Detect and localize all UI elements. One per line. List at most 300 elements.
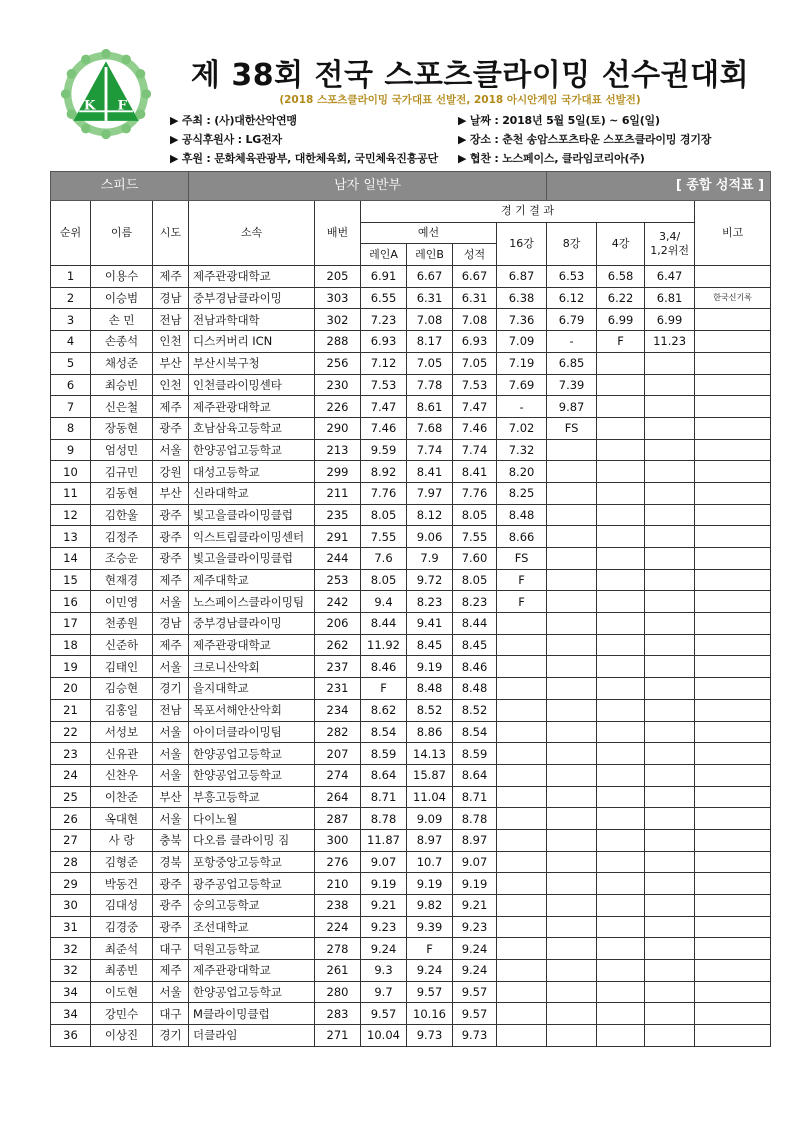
name-cell: 김규민 xyxy=(91,461,153,483)
remarks-cell xyxy=(695,786,771,808)
lane-a-cell: 8.44 xyxy=(361,613,407,635)
record-cell: 8.54 xyxy=(453,721,497,743)
r8-cell xyxy=(547,613,597,635)
r8-cell xyxy=(547,678,597,700)
lane-b-cell: 9.73 xyxy=(407,1025,453,1047)
r4-cell xyxy=(597,721,645,743)
r4-cell xyxy=(597,699,645,721)
final-cell: 6.99 xyxy=(645,309,695,331)
bib-cell: 226 xyxy=(315,396,361,418)
region-cell: 경기 xyxy=(153,1025,189,1047)
r16-cell xyxy=(497,829,547,851)
info-venue: ▶ 장소 : 춘천 송암스포츠타운 스포츠클라이밍 경기장 xyxy=(458,133,712,146)
region-cell: 전남 xyxy=(153,309,189,331)
r16-cell: 7.36 xyxy=(497,309,547,331)
bib-cell: 231 xyxy=(315,678,361,700)
r4-cell xyxy=(597,591,645,613)
bib-cell: 256 xyxy=(315,352,361,374)
record-cell: 8.23 xyxy=(453,591,497,613)
rank-cell: 7 xyxy=(51,396,91,418)
name-cell: 김대성 xyxy=(91,895,153,917)
table-row xyxy=(51,526,771,548)
final-cell xyxy=(645,829,695,851)
lane-b-cell: 8.45 xyxy=(407,634,453,656)
name-cell: 사 랑 xyxy=(91,829,153,851)
rank-cell: 4 xyxy=(51,331,91,353)
table-row xyxy=(51,851,771,873)
bib-cell: 276 xyxy=(315,851,361,873)
final-cell xyxy=(645,417,695,439)
col-region: 시도 xyxy=(153,201,189,266)
r4-cell xyxy=(597,439,645,461)
r4-cell xyxy=(597,1003,645,1025)
final-cell xyxy=(645,1025,695,1047)
final-cell xyxy=(645,808,695,830)
logo-letter-f: F xyxy=(117,97,128,114)
record-cell: 8.05 xyxy=(453,569,497,591)
r8-cell xyxy=(547,786,597,808)
table-row xyxy=(51,482,771,504)
rank-cell: 14 xyxy=(51,548,91,570)
record-cell: 7.76 xyxy=(453,482,497,504)
lane-b-cell: 11.04 xyxy=(407,786,453,808)
lane-a-cell: 8.64 xyxy=(361,764,407,786)
remarks-cell xyxy=(695,461,771,483)
name-cell: 박동건 xyxy=(91,873,153,895)
lane-a-cell: 11.87 xyxy=(361,829,407,851)
header-row-1 xyxy=(51,201,771,223)
r8-cell: 6.53 xyxy=(547,266,597,288)
lane-b-cell: 9.06 xyxy=(407,526,453,548)
region-cell: 서울 xyxy=(153,656,189,678)
lane-a-cell: 8.05 xyxy=(361,504,407,526)
record-cell: 7.55 xyxy=(453,526,497,548)
r16-cell: 8.20 xyxy=(497,461,547,483)
lane-a-cell: 9.7 xyxy=(361,981,407,1003)
name-cell: 김승현 xyxy=(91,678,153,700)
name-cell: 이상진 xyxy=(91,1025,153,1047)
record-cell: 9.23 xyxy=(453,916,497,938)
table-row xyxy=(51,678,771,700)
r4-cell xyxy=(597,938,645,960)
record-cell: 9.73 xyxy=(453,1025,497,1047)
r16-cell xyxy=(497,808,547,830)
remarks-cell xyxy=(695,916,771,938)
affiliation-cell: 신라대학교 xyxy=(189,482,315,504)
affiliation-cell: 부흥고등학교 xyxy=(189,786,315,808)
r8-cell xyxy=(547,461,597,483)
name-cell: 최승빈 xyxy=(91,374,153,396)
record-cell: 9.24 xyxy=(453,960,497,982)
final-cell xyxy=(645,504,695,526)
region-cell: 제주 xyxy=(153,266,189,288)
rank-cell: 32 xyxy=(51,960,91,982)
name-cell: 이승범 xyxy=(91,287,153,309)
remarks-cell xyxy=(695,699,771,721)
region-cell: 제주 xyxy=(153,569,189,591)
lane-b-cell: 8.52 xyxy=(407,699,453,721)
r16-cell xyxy=(497,656,547,678)
affiliation-cell: 인천클라이밍센타 xyxy=(189,374,315,396)
bib-cell: 237 xyxy=(315,656,361,678)
affiliation-cell: 익스트림클라이밍센터 xyxy=(189,526,315,548)
affiliation-cell: 전남과학대학 xyxy=(189,309,315,331)
affiliation-cell: 노스페이스클라이밍팀 xyxy=(189,591,315,613)
r8-cell xyxy=(547,526,597,548)
remarks-cell xyxy=(695,634,771,656)
name-cell: 김동현 xyxy=(91,482,153,504)
region-cell: 서울 xyxy=(153,981,189,1003)
rank-cell: 13 xyxy=(51,526,91,548)
r8-cell: 6.85 xyxy=(547,352,597,374)
bib-cell: 287 xyxy=(315,808,361,830)
name-cell: 김한울 xyxy=(91,504,153,526)
record-cell: 6.31 xyxy=(453,287,497,309)
bib-cell: 274 xyxy=(315,764,361,786)
region-cell: 서울 xyxy=(153,721,189,743)
name-cell: 신준하 xyxy=(91,634,153,656)
remarks-cell xyxy=(695,656,771,678)
final-cell: 11.23 xyxy=(645,331,695,353)
kf-logo xyxy=(58,46,154,142)
lane-a-cell: 7.47 xyxy=(361,396,407,418)
record-cell: 8.46 xyxy=(453,656,497,678)
remarks-cell xyxy=(695,331,771,353)
affiliation-cell: 한양공업고등학교 xyxy=(189,743,315,765)
r8-cell xyxy=(547,634,597,656)
r16-cell: 7.19 xyxy=(497,352,547,374)
remarks-cell xyxy=(695,678,771,700)
lane-b-cell: 8.48 xyxy=(407,678,453,700)
record-cell: 8.64 xyxy=(453,764,497,786)
remarks-cell xyxy=(695,613,771,635)
lane-b-cell: 8.17 xyxy=(407,331,453,353)
region-cell: 경북 xyxy=(153,851,189,873)
rank-cell: 20 xyxy=(51,678,91,700)
record-cell: 7.08 xyxy=(453,309,497,331)
lane-a-cell: 9.23 xyxy=(361,916,407,938)
r16-cell: F xyxy=(497,569,547,591)
table-row xyxy=(51,743,771,765)
table-row xyxy=(51,266,771,288)
r8-cell xyxy=(547,981,597,1003)
rank-cell: 2 xyxy=(51,287,91,309)
affiliation-cell: 부산시북구청 xyxy=(189,352,315,374)
col-remarks: 비고 xyxy=(695,201,771,266)
lane-b-cell: 7.78 xyxy=(407,374,453,396)
r8-cell xyxy=(547,916,597,938)
bib-cell: 262 xyxy=(315,634,361,656)
r8-cell xyxy=(547,656,597,678)
bib-cell: 238 xyxy=(315,895,361,917)
lane-b-cell: 9.72 xyxy=(407,569,453,591)
rank-cell: 30 xyxy=(51,895,91,917)
lane-a-cell: 8.78 xyxy=(361,808,407,830)
table-row xyxy=(51,613,771,635)
r16-cell xyxy=(497,743,547,765)
lane-a-cell: 8.71 xyxy=(361,786,407,808)
remarks-cell xyxy=(695,352,771,374)
lane-a-cell: 6.91 xyxy=(361,266,407,288)
rank-cell: 16 xyxy=(51,591,91,613)
table-row xyxy=(51,439,771,461)
rank-cell: 19 xyxy=(51,656,91,678)
remarks-cell xyxy=(695,266,771,288)
rank-cell: 1 xyxy=(51,266,91,288)
r4-cell xyxy=(597,656,645,678)
r16-cell xyxy=(497,764,547,786)
r4-cell xyxy=(597,873,645,895)
bib-cell: 224 xyxy=(315,916,361,938)
region-cell: 경남 xyxy=(153,613,189,635)
r8-cell xyxy=(547,808,597,830)
name-cell: 강민수 xyxy=(91,1003,153,1025)
lane-a-cell: 9.19 xyxy=(361,873,407,895)
final-cell xyxy=(645,526,695,548)
lane-b-cell: 7.05 xyxy=(407,352,453,374)
table-row xyxy=(51,548,771,570)
r4-cell xyxy=(597,634,645,656)
results-table xyxy=(50,171,771,1047)
remarks-cell: 한국신기록 xyxy=(695,287,771,309)
affiliation-cell: 제주관광대학교 xyxy=(189,396,315,418)
region-cell: 충북 xyxy=(153,829,189,851)
final-cell xyxy=(645,548,695,570)
affiliation-cell: 한양공업고등학교 xyxy=(189,439,315,461)
bib-cell: 205 xyxy=(315,266,361,288)
r8-cell: - xyxy=(547,331,597,353)
remarks-cell xyxy=(695,526,771,548)
final-cell xyxy=(645,352,695,374)
r8-cell xyxy=(547,548,597,570)
rank-cell: 36 xyxy=(51,1025,91,1047)
lane-a-cell: 7.53 xyxy=(361,374,407,396)
table-row xyxy=(51,699,771,721)
remarks-cell xyxy=(695,439,771,461)
remarks-cell xyxy=(695,1003,771,1025)
rank-cell: 25 xyxy=(51,786,91,808)
lane-a-cell: 7.6 xyxy=(361,548,407,570)
r4-cell xyxy=(597,461,645,483)
name-cell: 엄성민 xyxy=(91,439,153,461)
name-cell: 현재경 xyxy=(91,569,153,591)
r8-cell xyxy=(547,895,597,917)
r4-cell xyxy=(597,829,645,851)
affiliation-cell: 다이노월 xyxy=(189,808,315,830)
lane-a-cell: F xyxy=(361,678,407,700)
r4-cell xyxy=(597,504,645,526)
banner-sheet: [ 종합 성적표 ] xyxy=(547,172,771,201)
r16-cell: 6.38 xyxy=(497,287,547,309)
bib-cell: 291 xyxy=(315,526,361,548)
lane-a-cell: 9.59 xyxy=(361,439,407,461)
rank-cell: 8 xyxy=(51,417,91,439)
affiliation-cell: 다오름 클라이밍 짐 xyxy=(189,829,315,851)
region-cell: 대구 xyxy=(153,938,189,960)
name-cell: 천종원 xyxy=(91,613,153,635)
lane-b-cell: 8.97 xyxy=(407,829,453,851)
remarks-cell xyxy=(695,721,771,743)
final-cell xyxy=(645,938,695,960)
final-cell xyxy=(645,895,695,917)
r8-cell xyxy=(547,439,597,461)
r16-cell xyxy=(497,1003,547,1025)
r16-cell xyxy=(497,895,547,917)
lane-a-cell: 9.21 xyxy=(361,895,407,917)
rank-cell: 26 xyxy=(51,808,91,830)
name-cell: 이찬준 xyxy=(91,786,153,808)
remarks-cell xyxy=(695,417,771,439)
r16-cell: 7.32 xyxy=(497,439,547,461)
table-row xyxy=(51,1025,771,1047)
table-row xyxy=(51,938,771,960)
rank-cell: 23 xyxy=(51,743,91,765)
r16-cell: 8.48 xyxy=(497,504,547,526)
lane-b-cell: 9.82 xyxy=(407,895,453,917)
col-affiliation: 소속 xyxy=(189,201,315,266)
final-cell xyxy=(645,960,695,982)
info-sponsor: ▶ 공식후원사 : LG전자 xyxy=(170,133,282,146)
page-subtitle: (2018 스포츠클라이밍 국가대표 선발전, 2018 아시안게임 국가대표 선발전) xyxy=(279,94,641,106)
table-row xyxy=(51,721,771,743)
remarks-cell xyxy=(695,960,771,982)
bib-cell: 207 xyxy=(315,743,361,765)
table-row xyxy=(51,634,771,656)
name-cell: 장동현 xyxy=(91,417,153,439)
name-cell: 최준석 xyxy=(91,938,153,960)
record-cell: 9.57 xyxy=(453,1003,497,1025)
lane-a-cell: 9.24 xyxy=(361,938,407,960)
r4-cell xyxy=(597,916,645,938)
remarks-cell xyxy=(695,374,771,396)
r8-cell xyxy=(547,721,597,743)
record-cell: 8.41 xyxy=(453,461,497,483)
record-cell: 8.97 xyxy=(453,829,497,851)
col-r4: 4강 xyxy=(597,222,645,265)
remarks-cell xyxy=(695,938,771,960)
r4-cell xyxy=(597,743,645,765)
rank-cell: 12 xyxy=(51,504,91,526)
final-cell xyxy=(645,374,695,396)
remarks-cell xyxy=(695,482,771,504)
r4-cell: 6.22 xyxy=(597,287,645,309)
bib-cell: 264 xyxy=(315,786,361,808)
lane-b-cell: 7.9 xyxy=(407,548,453,570)
r4-cell xyxy=(597,851,645,873)
region-cell: 광주 xyxy=(153,895,189,917)
final-cell xyxy=(645,591,695,613)
col-results: 경 기 결 과 xyxy=(361,201,695,223)
final-cell xyxy=(645,396,695,418)
r16-cell xyxy=(497,960,547,982)
final-cell xyxy=(645,482,695,504)
affiliation-cell: 제주관광대학교 xyxy=(189,266,315,288)
record-cell: 7.05 xyxy=(453,352,497,374)
table-row xyxy=(51,829,771,851)
bib-cell: 213 xyxy=(315,439,361,461)
record-cell: 7.60 xyxy=(453,548,497,570)
affiliation-cell: 대성고등학교 xyxy=(189,461,315,483)
bib-cell: 230 xyxy=(315,374,361,396)
record-cell: 9.19 xyxy=(453,873,497,895)
rank-cell: 34 xyxy=(51,1003,91,1025)
col-final xyxy=(645,222,695,265)
record-cell: 9.07 xyxy=(453,851,497,873)
region-cell: 광주 xyxy=(153,916,189,938)
final-cell xyxy=(645,1003,695,1025)
r4-cell xyxy=(597,569,645,591)
r16-cell: 7.69 xyxy=(497,374,547,396)
table-row xyxy=(51,764,771,786)
col-name: 이름 xyxy=(91,201,153,266)
affiliation-cell: 크로니산악회 xyxy=(189,656,315,678)
r8-cell xyxy=(547,829,597,851)
lane-a-cell: 7.46 xyxy=(361,417,407,439)
final-cell xyxy=(645,678,695,700)
lane-b-cell: 10.16 xyxy=(407,1003,453,1025)
record-cell: 7.53 xyxy=(453,374,497,396)
lane-b-cell: 14.13 xyxy=(407,743,453,765)
final-cell xyxy=(645,873,695,895)
lane-b-cell: 15.87 xyxy=(407,764,453,786)
r16-cell xyxy=(497,634,547,656)
lane-a-cell: 9.3 xyxy=(361,960,407,982)
r4-cell xyxy=(597,786,645,808)
r8-cell xyxy=(547,743,597,765)
bib-cell: 253 xyxy=(315,569,361,591)
region-cell: 광주 xyxy=(153,417,189,439)
r4-cell xyxy=(597,981,645,1003)
name-cell: 신유관 xyxy=(91,743,153,765)
info-organizer: ▶ 주최 : (사)대한산악연맹 xyxy=(170,114,297,127)
region-cell: 광주 xyxy=(153,548,189,570)
table-row xyxy=(51,352,771,374)
remarks-cell xyxy=(695,981,771,1003)
col-bib: 배번 xyxy=(315,201,361,266)
region-cell: 서울 xyxy=(153,439,189,461)
lane-b-cell: 9.19 xyxy=(407,656,453,678)
region-cell: 서울 xyxy=(153,743,189,765)
region-cell: 강원 xyxy=(153,461,189,483)
name-cell: 김홍일 xyxy=(91,699,153,721)
remarks-cell xyxy=(695,396,771,418)
remarks-cell xyxy=(695,309,771,331)
rank-cell: 3 xyxy=(51,309,91,331)
region-cell: 광주 xyxy=(153,873,189,895)
rank-cell: 9 xyxy=(51,439,91,461)
table-row xyxy=(51,309,771,331)
remarks-cell xyxy=(695,808,771,830)
affiliation-cell: 한양공업고등학교 xyxy=(189,981,315,1003)
lane-a-cell: 8.54 xyxy=(361,721,407,743)
bib-cell: 299 xyxy=(315,461,361,483)
r16-cell xyxy=(497,786,547,808)
region-cell: 제주 xyxy=(153,634,189,656)
r4-cell xyxy=(597,374,645,396)
r8-cell xyxy=(547,591,597,613)
remarks-cell xyxy=(695,569,771,591)
remarks-cell xyxy=(695,743,771,765)
name-cell: 이민영 xyxy=(91,591,153,613)
table-row xyxy=(51,1003,771,1025)
bib-cell: 283 xyxy=(315,1003,361,1025)
lane-b-cell: 7.08 xyxy=(407,309,453,331)
r4-cell xyxy=(597,764,645,786)
logo-letter-k: K xyxy=(83,97,96,114)
col-rank: 순위 xyxy=(51,201,91,266)
name-cell: 손 민 xyxy=(91,309,153,331)
table-row xyxy=(51,417,771,439)
